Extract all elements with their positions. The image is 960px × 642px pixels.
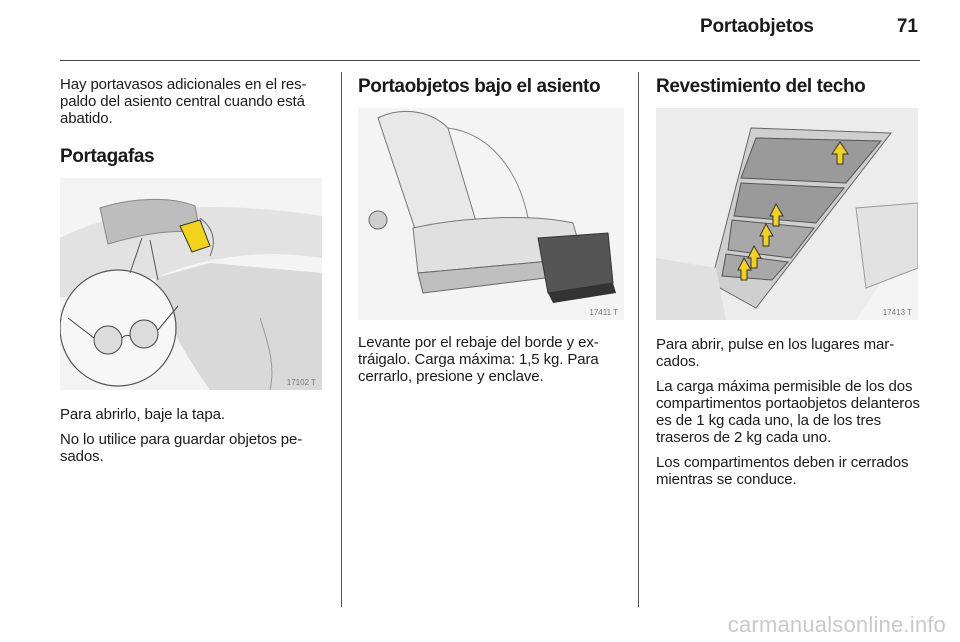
- figure-code: 17413 T: [882, 308, 912, 317]
- section-heading-portagafas: Portagafas: [60, 146, 155, 167]
- paragraph-max-load: La carga máxima permisible de los dos compartimentos portaobjetos delanteros es de 1 kg cada uno, la de los tres traseros de 2 kg cada uno.: [656, 378, 920, 446]
- watermark: carmanualsonline.info: [727, 612, 946, 637]
- section-heading-under-seat: Portaobjetos bajo el asiento: [358, 76, 601, 97]
- paragraph-usage-warning: No lo utilice para guardar objetos pesados.: [60, 431, 303, 465]
- glasses-holder-illustration: [60, 178, 322, 390]
- section-heading-roof-lining: Revestimiento del techo: [656, 76, 866, 97]
- paragraph-open-instruction: Para abrirlo, baje la tapa.: [60, 406, 225, 423]
- figure-code: 17411 T: [589, 308, 618, 317]
- header-divider: [60, 60, 920, 61]
- paragraph-open-marked: Para abrir, pulse en los lugares marcados.: [656, 336, 895, 370]
- page-number: 71: [896, 16, 918, 37]
- column-glasses-holder: [60, 76, 328, 473]
- column-divider: [341, 72, 342, 607]
- column-roof-lining: [656, 76, 924, 496]
- paragraph-drawer-instructions: Levante por el rebaje del borde y extráigalo. Carga máxima: 1,5 kg. Para cerrarlo, presione y enclave.: [358, 334, 599, 385]
- page-header-title: Portaobjetos: [700, 16, 814, 37]
- column-divider: [638, 72, 639, 607]
- figure-code: 17102 T: [286, 378, 316, 387]
- roof-lining-illustration: [656, 108, 918, 320]
- under-seat-drawer-illustration: [358, 108, 624, 320]
- intro-paragraph: Hay portavasos adicionales en el respaldo del asiento central cuando está abatido.: [60, 76, 307, 127]
- paragraph-closed-while-driving: Los compartimentos deben ir cerrados mientras se conduce.: [656, 454, 909, 488]
- column-under-seat-storage: [358, 76, 626, 393]
